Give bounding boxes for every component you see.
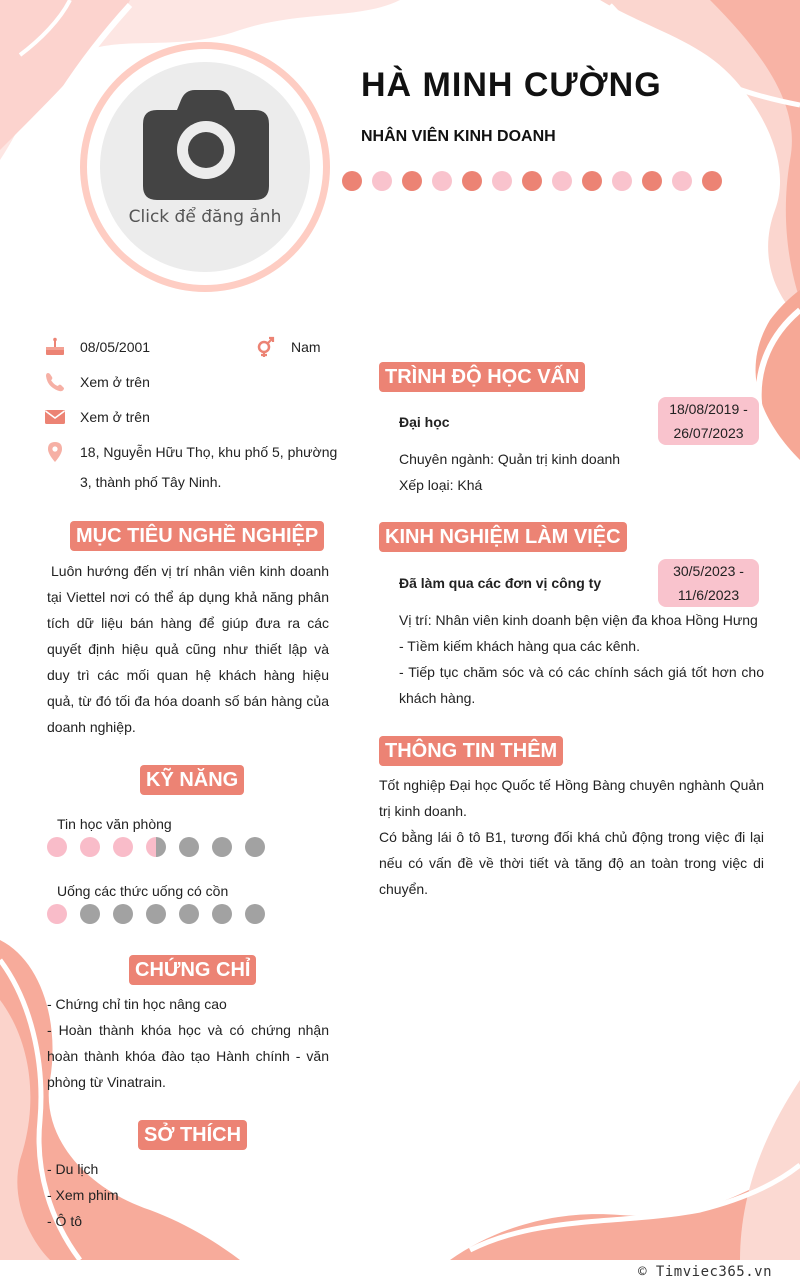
gender-value: Nam xyxy=(291,339,321,355)
decor-dot xyxy=(672,171,692,191)
skill-rating xyxy=(47,904,265,924)
rating-dot xyxy=(212,904,232,924)
additional-info-text xyxy=(379,772,764,902)
avatar-upload[interactable] xyxy=(100,62,310,272)
education-major: Chuyên ngành: Quản trị kinh doanh xyxy=(399,451,621,467)
rating-dot xyxy=(113,904,133,924)
experience-date-badge xyxy=(658,559,759,607)
gender-icon xyxy=(254,336,276,358)
decor-dot xyxy=(372,171,392,191)
rating-dot xyxy=(47,837,67,857)
decor-dot xyxy=(642,171,662,191)
skill-label: Tin học văn phòng xyxy=(57,816,172,832)
date-end: 26/07/2023 xyxy=(673,425,744,441)
decor-dot xyxy=(462,171,482,191)
certificates-text xyxy=(47,991,329,1095)
hobbies-heading: SỞ THÍCH xyxy=(138,1120,247,1150)
dob-value: 08/05/2001 xyxy=(80,339,151,355)
certificate-line: - Chứng chỉ tin học nâng cao xyxy=(47,996,227,1012)
date-end: 11/6/2023 xyxy=(677,587,740,603)
decorative-dots xyxy=(342,171,722,191)
phone-icon xyxy=(44,371,66,393)
rating-dot xyxy=(179,837,199,857)
job-title: NHÂN VIÊN KINH DOANH xyxy=(361,128,556,145)
decor-dot xyxy=(522,171,542,191)
rating-dot xyxy=(47,904,67,924)
phone-value: Xem ở trên xyxy=(80,374,150,390)
objective-heading: MỤC TIÊU NGHỀ NGHIỆP xyxy=(70,521,324,551)
hobby-item: - Xem phim xyxy=(47,1187,119,1203)
footer xyxy=(0,1260,800,1286)
objective-text: Luôn hướng đến vị trí nhân viên kinh doanh tại Viettel nơi có thể áp dụng khả năng phân tích dữ liệu bán hàng để giúp đưa ra các quyết định hiệu quả cũng như thiết lập và duy trì các mối quan hệ khách hàng hiệu quả, từ đó tối đa hóa doanh số bán hàng của doanh nghiệp. xyxy=(47,563,329,735)
rating-dot xyxy=(245,837,265,857)
hobby-item: - Du lịch xyxy=(47,1161,99,1177)
decor-dot xyxy=(432,171,452,191)
certificates-heading: CHỨNG CHỈ xyxy=(129,955,256,985)
experience-heading: KINH NGHIỆM LÀM VIỆC xyxy=(379,522,627,552)
decor-dot xyxy=(552,171,572,191)
rating-dot xyxy=(146,837,166,857)
experience-details xyxy=(399,607,764,711)
experience-line: Vị trí: Nhân viên kinh doanh bện viện đa khoa Hồng Hưng xyxy=(399,612,758,628)
camera-icon xyxy=(143,90,269,200)
candidate-name: HÀ MINH CƯỜNG xyxy=(361,66,662,104)
address-line1: 18, Nguyễn Hữu Thọ, khu phố 5, phường xyxy=(80,444,338,460)
location-pin-icon xyxy=(44,441,66,463)
rating-dot xyxy=(113,837,133,857)
education-heading: TRÌNH ĐỘ HỌC VẤN xyxy=(379,362,585,392)
additional-line: Có bằng lái ô tô B1, tương đối khá chủ động trong việc đi lại nếu có vấn đề về thời tiết và tăng độ an toàn trong việc di chuyển. xyxy=(379,829,764,897)
email-icon xyxy=(44,406,66,428)
rating-dot xyxy=(80,904,100,924)
experience-line: - Tiếp tục chăm sóc và có các chính sách giá tốt hơn cho khách hàng. xyxy=(399,664,764,706)
education-grade: Xếp loại: Khá xyxy=(399,477,483,493)
birthday-cake-icon xyxy=(44,336,66,358)
date-start: 30/5/2023 - xyxy=(673,563,744,579)
decor-dot xyxy=(492,171,512,191)
rating-dot xyxy=(212,837,232,857)
education-school: Đại học xyxy=(399,414,450,430)
skill-rating xyxy=(47,837,265,857)
decor-dot xyxy=(582,171,602,191)
rating-dot xyxy=(245,904,265,924)
rating-dot xyxy=(80,837,100,857)
photo-upload-label: Click để đăng ảnh xyxy=(128,207,282,227)
experience-company: Đã làm qua các đơn vị công ty xyxy=(399,575,602,591)
decor-dot xyxy=(702,171,722,191)
additional-line: Tốt nghiệp Đại học Quốc tế Hồng Bàng chuyên nghành Quản trị kinh doanh. xyxy=(379,777,764,819)
experience-line: - Tìềm kiếm khách hàng qua các kênh. xyxy=(399,638,640,654)
date-start: 18/08/2019 - xyxy=(669,401,748,417)
decor-dot xyxy=(612,171,632,191)
rating-dot xyxy=(179,904,199,924)
decor-dot xyxy=(342,171,362,191)
email-value: Xem ở trên xyxy=(80,409,150,425)
decor-dot xyxy=(402,171,422,191)
education-details xyxy=(399,446,764,498)
additional-info-heading: THÔNG TIN THÊM xyxy=(379,736,563,766)
education-date-badge xyxy=(658,397,759,445)
skills-heading: KỸ NĂNG xyxy=(140,765,244,795)
rating-dot xyxy=(146,904,166,924)
skill-label: Uống các thức uống có cồn xyxy=(57,883,229,899)
hobbies-list xyxy=(47,1156,329,1234)
certificate-line: - Hoàn thành khóa học và có chứng nhận hoàn thành khóa đào tạo Hành chính - văn phòng từ Vinatrain. xyxy=(47,1022,329,1090)
hobby-item: - Ô tô xyxy=(47,1213,83,1229)
address-line2: 3, thành phố Tây Ninh. xyxy=(80,474,222,490)
copyright-text: © Timviec365.vn xyxy=(638,1264,772,1280)
